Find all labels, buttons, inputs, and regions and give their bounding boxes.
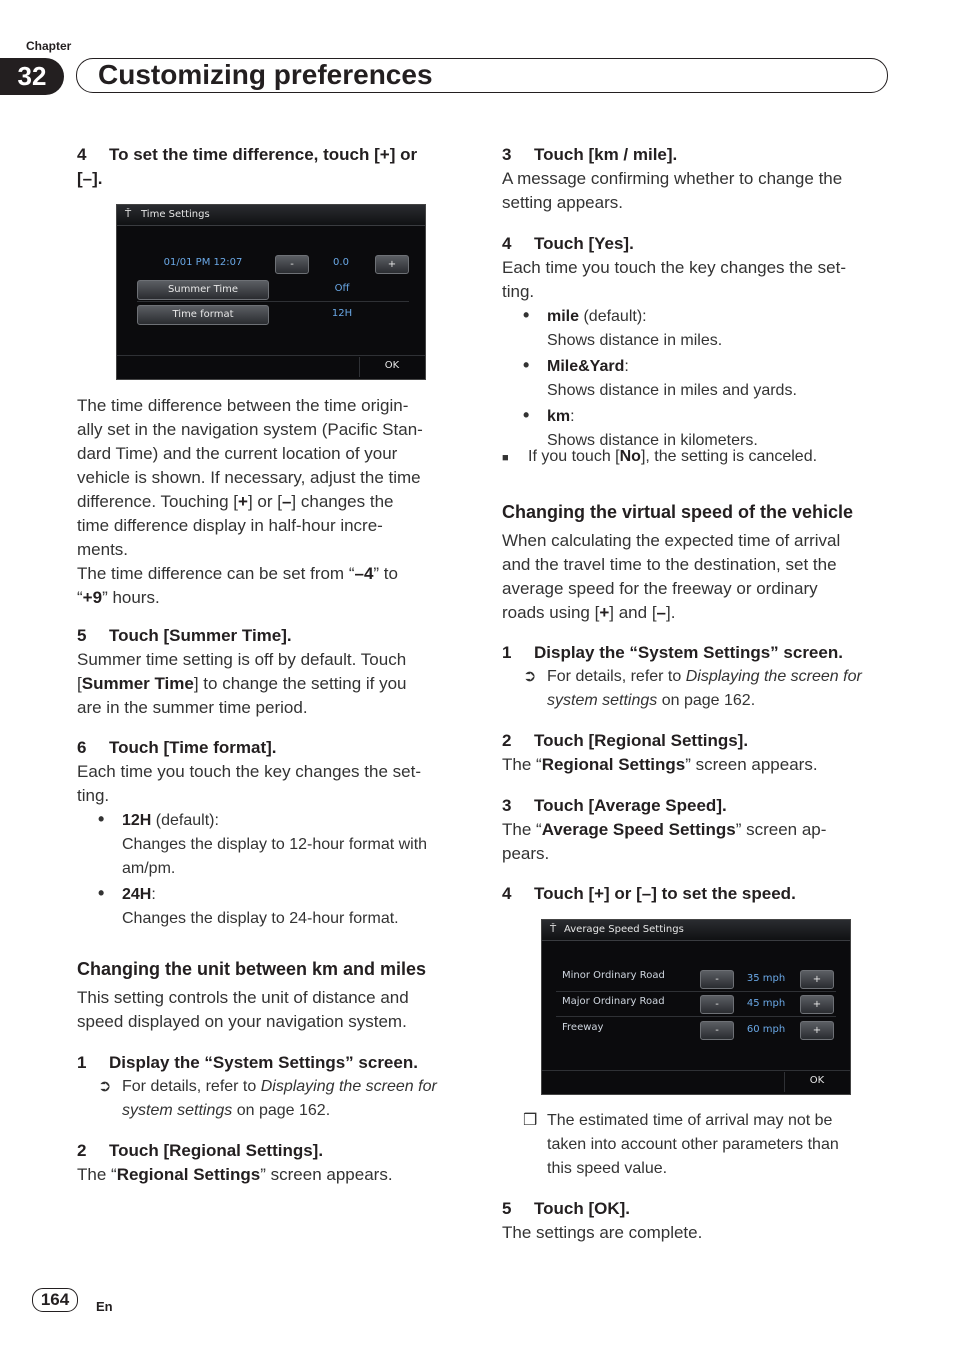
time-format-description: Each time you touch the key changes the set- ting.: [77, 762, 421, 805]
list-item: • 12H (default):: [98, 809, 219, 829]
plus-button[interactable]: +: [800, 1021, 834, 1040]
virtual-speed-description: When calculating the expected time of arrival and the travel time to the destination, set the average speed for the freeway or ordinary roads using [+] and [–].: [502, 531, 841, 622]
screen-title: Time Settings: [141, 209, 210, 220]
screen-header: [117, 205, 425, 226]
list-item: • km:: [523, 405, 575, 425]
language-label: En: [96, 1299, 113, 1314]
minus-button[interactable]: -: [700, 1021, 734, 1040]
arrow-icon: ➲: [523, 668, 537, 685]
row-label: Major Ordinary Road: [562, 996, 665, 1007]
time-format-button[interactable]: Time format: [137, 305, 269, 325]
pioneer-logo-icon: Ť: [125, 209, 132, 220]
summer-time-button[interactable]: Summer Time: [137, 280, 269, 300]
speed-value: 35 mph: [746, 973, 786, 984]
time-difference-value: 0.0: [333, 257, 349, 268]
plus-button[interactable]: +: [375, 255, 409, 274]
screen-title: Average Speed Settings: [564, 924, 684, 935]
speed-value: 45 mph: [746, 998, 786, 1009]
divider: [556, 991, 836, 992]
ok-separator: [359, 357, 360, 377]
step-4-yes: 4 Touch [Yes].: [502, 234, 634, 253]
step-3-average-speed: 3 Touch [Average Speed].: [502, 796, 727, 815]
checkbox-note: ❒ The estimated time of arrival may not be taken into account other parameters than this speed value.: [523, 1109, 903, 1181]
list-item: • 24H:: [98, 883, 156, 903]
date-display: 01/01 PM 12:07: [163, 257, 243, 268]
speed-value: 60 mph: [746, 1024, 786, 1035]
average-speed-screenshot: [541, 919, 851, 1095]
average-speed-note: The “Average Speed Settings” screen ap- pears.: [502, 820, 827, 863]
chapter-label: Chapter: [26, 39, 72, 53]
km-mile-description: A message confirming whether to change the setting appears.: [502, 169, 843, 212]
step-6-time-format: 6 Touch [Time format].: [77, 738, 277, 757]
row-label: Freeway: [562, 1022, 604, 1033]
step-5-ok: 5 Touch [OK].: [502, 1199, 630, 1218]
divider: [556, 1016, 836, 1017]
ok-button[interactable]: OK: [809, 1075, 825, 1086]
divider: [137, 301, 409, 302]
summer-time-description: Summer time setting is off by default. Touch [Summer Time] to change the setting if you are in the summer time period.: [77, 650, 407, 717]
cross-reference: ➲ For details, refer to Displaying the screen for system settings on page 162.: [98, 1075, 478, 1123]
step-5-summer-time: 5 Touch [Summer Time].: [77, 626, 292, 645]
square-bullet-icon: ■: [502, 452, 509, 464]
minus-button[interactable]: -: [700, 995, 734, 1014]
step-2-regional-settings: 2 Touch [Regional Settings].: [77, 1141, 324, 1160]
ok-separator: [784, 1072, 785, 1092]
cancel-note: ■ If you touch [No], the setting is canceled.: [502, 445, 902, 470]
summer-time-value: Off: [334, 283, 350, 294]
unit-options: • mile (default): Shows distance in miles. • Mile&Yard: Shows distance in miles and yards. • km: Shows distance in kilometers.: [523, 303, 903, 453]
regional-settings-note-right: The “Regional Settings” screen appears.: [502, 755, 818, 774]
step-4-time-difference: 4 To set the time difference, touch [+] or [–].: [77, 145, 418, 188]
pioneer-logo-icon: Ť: [550, 924, 557, 935]
time-difference-description: The time difference between the time origin- ally set in the navigation system (Pacific Stan- dard Time) and the current location of your vehicle is shown. If necessary, adjust the time difference. Touching [+] or [–] changes the time difference display in half-hour incre- ments. The time difference can be set from “–4” to “+9” hours.: [77, 396, 423, 607]
time-format-value: 12H: [331, 308, 353, 319]
page-number: 164: [32, 1288, 78, 1312]
ok-button[interactable]: OK: [384, 360, 400, 371]
settings-complete: The settings are complete.: [502, 1223, 703, 1242]
checkbox-icon: ❒: [523, 1112, 538, 1129]
chapter-number: 32: [0, 58, 64, 95]
time-format-options: • 12H (default): Changes the display to 12-hour format with am/pm. • 24H: Changes the display to 24-hour format.: [98, 807, 478, 931]
yes-description: Each time you touch the key changes the set- ting.: [502, 258, 846, 301]
plus-button[interactable]: +: [800, 970, 834, 989]
page-title: Customizing preferences: [98, 59, 433, 90]
minus-button[interactable]: -: [700, 970, 734, 989]
row-label: Minor Ordinary Road: [562, 970, 665, 981]
step-1-system-settings-right: 1 Display the “System Settings” screen.: [502, 643, 843, 662]
footer-divider: [117, 355, 425, 356]
section-heading-km-miles: Changing the unit between km and miles: [77, 959, 427, 979]
step-3-km-mile: 3 Touch [km / mile].: [502, 145, 678, 164]
regional-settings-note: The “Regional Settings” screen appears.: [77, 1165, 393, 1184]
list-item: • Mile&Yard:: [523, 355, 629, 375]
km-miles-description: This setting controls the unit of distance and speed displayed on your navigation system.: [77, 988, 409, 1031]
section-heading-virtual-speed: Changing the virtual speed of the vehicle: [502, 502, 854, 522]
minus-button[interactable]: -: [275, 255, 309, 274]
screen-header: [542, 920, 850, 941]
step-4-set-speed: 4 Touch [+] or [–] to set the speed.: [502, 884, 796, 903]
step-1-system-settings: 1 Display the “System Settings” screen.: [77, 1053, 418, 1072]
step-2-regional-settings-right: 2 Touch [Regional Settings].: [502, 731, 749, 750]
arrow-icon: ➲: [98, 1078, 112, 1095]
plus-button[interactable]: +: [800, 995, 834, 1014]
footer-divider: [542, 1070, 850, 1071]
list-item: • mile (default):: [523, 305, 647, 325]
time-settings-screenshot: [116, 204, 426, 380]
cross-reference-right: ➲ For details, refer to Displaying the screen for system settings on page 162.: [523, 665, 903, 713]
